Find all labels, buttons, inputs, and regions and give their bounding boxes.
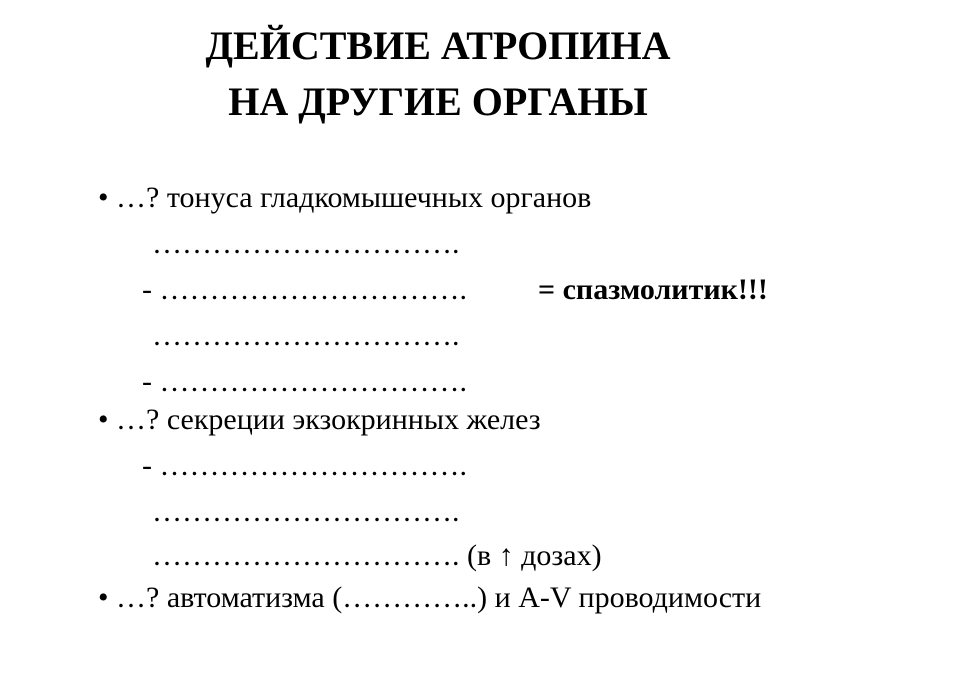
bullet-glyph: • bbox=[98, 403, 109, 436]
sub-line-6: …………………………. bbox=[152, 495, 460, 528]
sub-line-2: - …………………………. bbox=[142, 273, 467, 306]
sub-line-4: - …………………………. bbox=[142, 365, 467, 398]
slide-title-line-1: ДЕЙСТВИЕ АТРОПИНА bbox=[205, 23, 671, 68]
bullet-item-smooth-muscle-tone bbox=[98, 180, 591, 216]
bullet-text: …? секреции экзокринных желез bbox=[116, 403, 541, 436]
bullet-item-automatism bbox=[98, 580, 761, 616]
sub-line-5: - …………………………. bbox=[142, 449, 467, 482]
spasmolytic-note: = спазмолитик!!! bbox=[538, 273, 768, 306]
bullet-item-exocrine-secretion bbox=[98, 402, 541, 438]
sub-line-1: …………………………. bbox=[152, 227, 460, 260]
bullet-text: …? тонуса гладкомышечных органов bbox=[116, 181, 592, 214]
bullet-text: …? автоматизма (…………..) и A-V проводимости bbox=[116, 581, 762, 614]
bullet-glyph: • bbox=[98, 181, 109, 214]
sub-line-3: …………………………. bbox=[152, 319, 460, 352]
slide-title-line-2: НА ДРУГИЕ ОРГАНЫ bbox=[228, 79, 648, 124]
sub-line-7: …………………………. (в ↑ дозах) bbox=[152, 539, 602, 572]
bullet-glyph: • bbox=[98, 581, 109, 614]
